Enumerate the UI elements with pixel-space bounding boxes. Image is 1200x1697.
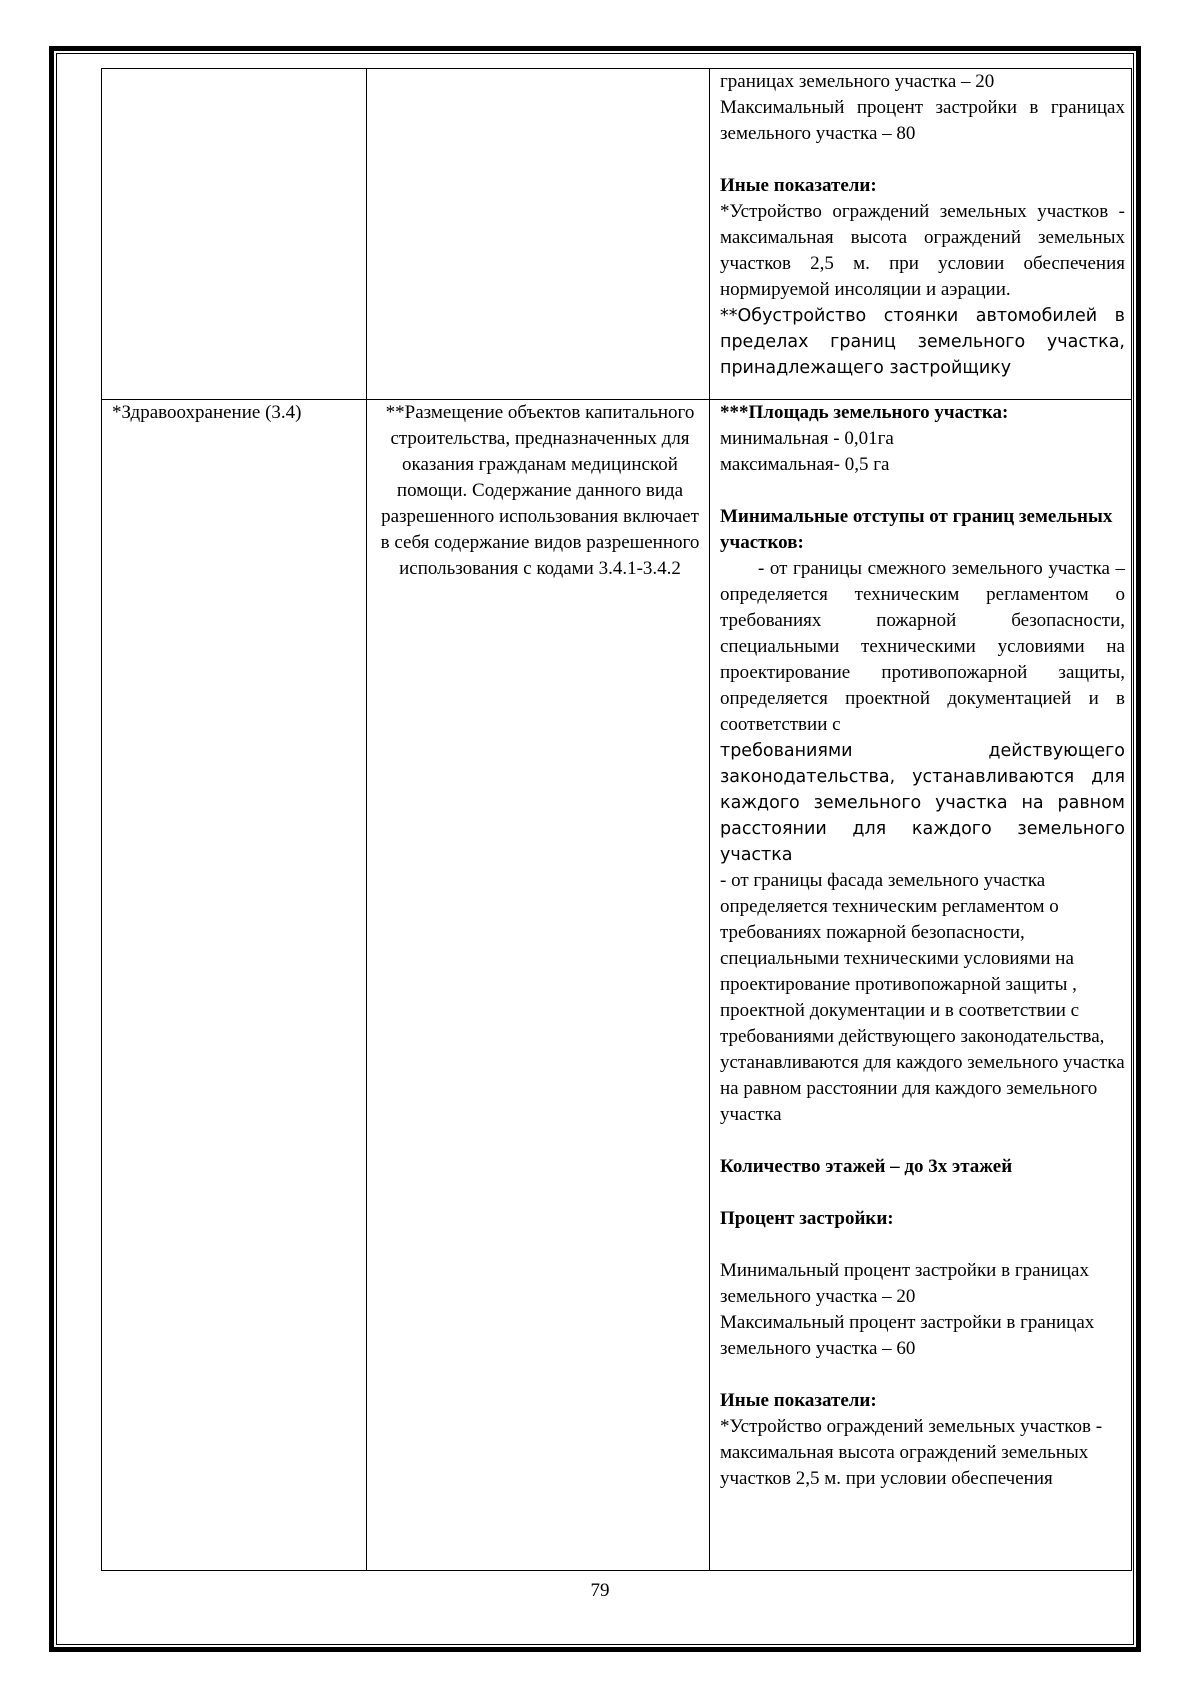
- setback-facade: - от границы фасада земельного участка определяется техническим регламентом о требованиях пожарной безопасности, специальными техническими условиями на проектирование противопожарной защиты , проектной документации и в соответствии с требованиями действующего законодательства, устанавливаются для каждого земельного участка на равном расстоянии для каждого земельного участка: [720, 870, 1125, 1125]
- description-cell: [367, 400, 710, 1571]
- floors: Количество этажей – до 3х этажей: [720, 1156, 1013, 1177]
- area-heading: ***Площадь земельного участка:: [720, 402, 1009, 423]
- other-heading: Иные показатели:: [720, 1390, 877, 1411]
- setback-heading: Минимальные отступы от границ земельных участков:: [720, 506, 1113, 553]
- coverage-max: Максимальный процент застройки в границах земельного участка – 80: [720, 97, 1125, 144]
- other-heading: Иные показатели:: [720, 175, 877, 196]
- table-row: [102, 69, 1132, 400]
- coverage-heading: Процент застройки:: [720, 1208, 894, 1229]
- category-cell: [102, 400, 367, 1571]
- fence-text: *Устройство ограждений земельных участков - максимальная высота ограждений земельных участков 2,5 м. при условии обеспечения: [720, 1416, 1103, 1489]
- area-min: минимальная - 0,01га: [720, 428, 894, 449]
- description-cell: [367, 69, 710, 400]
- category-cell: [102, 69, 367, 400]
- parking-text: **Обустройство стоянки автомобилей в пределах границ земельного участка, принадлежащего застройщику: [720, 306, 1125, 378]
- setback-adjacent-a: - от границы смежного земельного участка – определяется техническим регламентом о требованиях пожарной безопасности, специальными техническими условиями на проектирование противопожарной защиты, определяется проектной документацией и в соответствии с: [720, 558, 1125, 735]
- regulations-table: [101, 68, 1132, 1571]
- page-number: 79: [590, 1580, 610, 1601]
- category-label: *Здравоохранение (3.4): [112, 402, 302, 423]
- parameters-cell: [710, 69, 1132, 400]
- coverage-max: Максимальный процент застройки в границах земельного участка – 60: [720, 1312, 1095, 1359]
- area-max: максимальная- 0,5 га: [720, 454, 890, 475]
- coverage-min: Минимальный процент застройки в границах земельного участка – 20: [720, 1260, 1089, 1307]
- setback-adjacent-b: требованиями действующего законодательства, устанавливаются для каждого земельного участка на равном расстоянии для каждого земельного участка: [720, 741, 1125, 865]
- coverage-min-tail: границах земельного участка – 20: [720, 71, 995, 92]
- table-row: [102, 400, 1132, 1571]
- parameters-cell: [710, 400, 1132, 1571]
- description-text: **Размещение объектов капитального строительства, предназначенных для оказания гражданам медицинской помощи. Содержание данного вида разрешенного использования включает в себя содержание видов разрешенного использования с кодами 3.4.1-3.4.2: [380, 402, 700, 579]
- fence-text: *Устройство ограждений земельных участков - максимальная высота ограждений земельных участков 2,5 м. при условии обеспечения нормируемой инсоляции и аэрации.: [720, 201, 1125, 300]
